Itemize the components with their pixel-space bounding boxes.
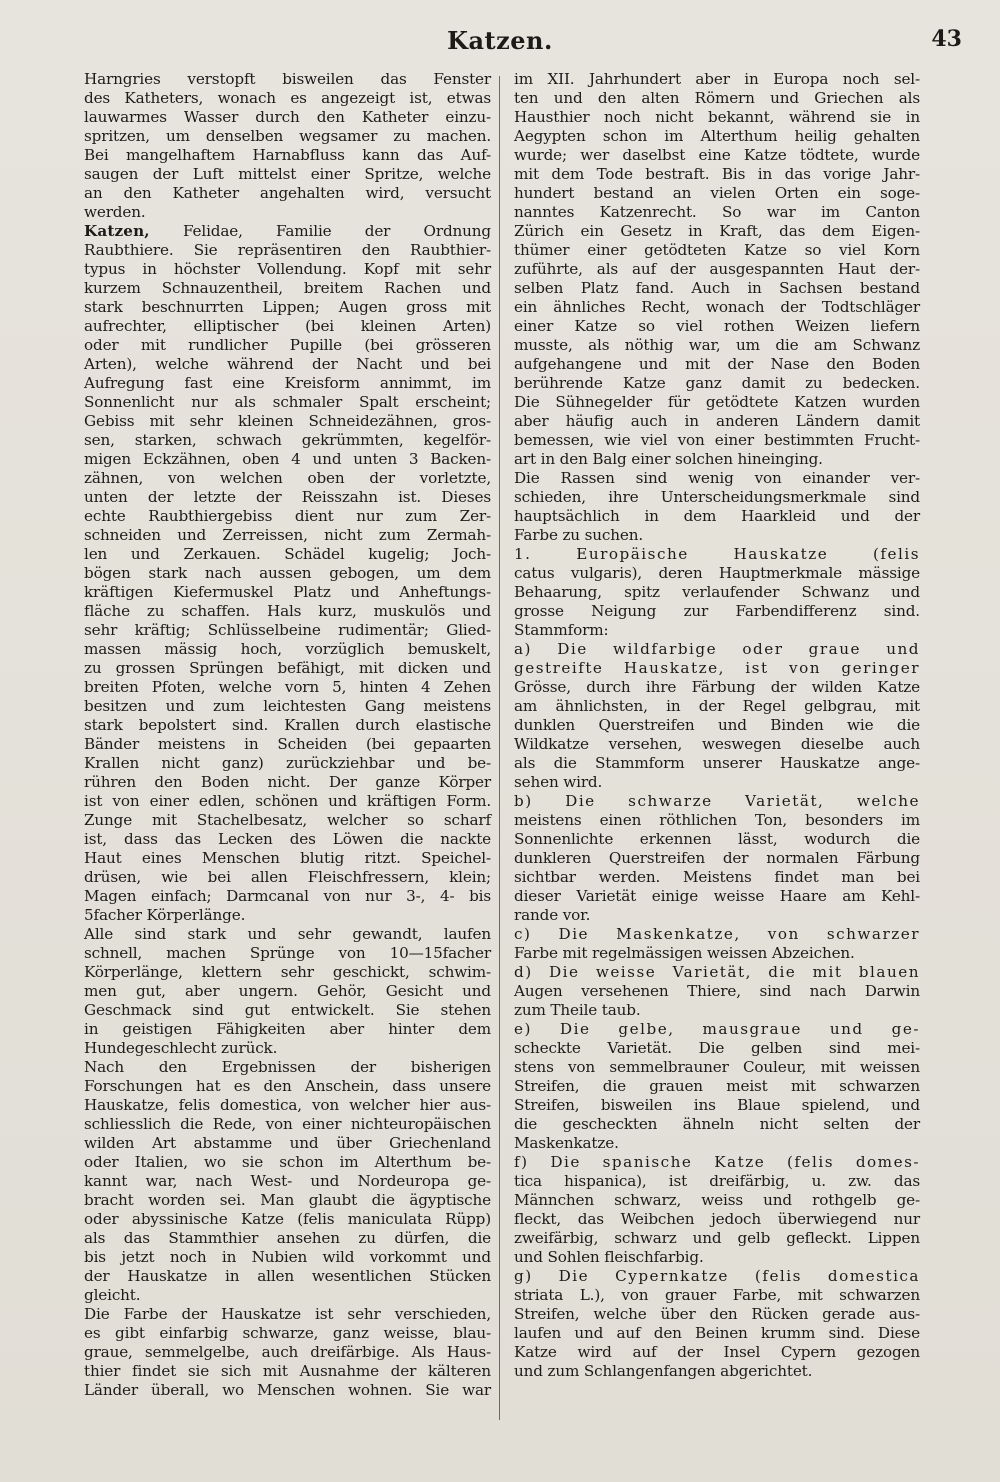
left-line-3: lauwarmes Wasser durch den Katheter einzu- (84, 108, 491, 126)
right-line-12: selben Platz fand. Auch in Sachsen bestand (514, 279, 920, 297)
left-line-63: bis jetzt noch in Nubien wild vorkommt und (84, 1248, 491, 1266)
left-line-6: saugen der Luft mittelst einer Spritze, welche (84, 165, 491, 183)
right-line-10: thümer einer getödteten Katze so viel Korn (514, 241, 920, 259)
text-columns (84, 70, 920, 1438)
right-line-16: aufgehangene und mit der Nase den Boden (514, 355, 920, 373)
right-line-1: im XII. Jahrhundert aber in Europa noch sel- (514, 70, 920, 88)
right-line-67: laufen und auf den Beinen krumm sind. Diese (514, 1324, 920, 1342)
right-line-54: Streifen, die grauen meist mit schwarzen (514, 1077, 920, 1095)
right-line-4: Aegypten schon im Alterthum heilig gehalten (514, 127, 920, 145)
left-line-16: Arten), welche während der Nacht und bei (84, 355, 491, 373)
left-line-55: Hauskatze, felis domestica, von welcher hier aus- (84, 1096, 491, 1114)
left-line-8: werden. (84, 203, 146, 221)
right-line-62: zweifärbig, schwarz und gelb gefleckt. Lippen (514, 1229, 920, 1247)
right-line-34: am ähnlichsten, in der Regel gelbgrau, mit (514, 697, 920, 715)
left-line-14: aufrechter, elliptischer (bei kleinen Arten) (84, 317, 491, 335)
right-line-40: meistens einen röthlichen Ton, besonders im (514, 811, 920, 829)
right-line-64: g) Die Cypernkatze (felis domestica (514, 1267, 920, 1285)
page-header (0, 14, 1000, 64)
right-line-38: sehen wird. (514, 773, 603, 791)
left-line-23: unten der letzte der Reisszahn ist. Dieses (84, 488, 491, 506)
right-line-57: Maskenkatze. (514, 1134, 619, 1152)
left-line-26: len und Zerkauen. Schädel kugelig; Joch- (84, 545, 491, 563)
right-line-17: berührende Katze ganz damit zu bedecken. (514, 374, 920, 392)
left-line-13: stark beschnurrten Lippen; Augen gross mit (84, 298, 491, 316)
left-line-47: schnell, machen Sprünge von 10—15facher (84, 944, 491, 962)
left-line-68: graue, semmelgelbe, auch dreifärbige. Als Haus- (84, 1343, 491, 1361)
right-line-48: d) Die weisse Varietät, die mit blauen (514, 963, 920, 981)
right-line-3: Hausthier noch nicht bekannt, während sie in (514, 108, 920, 126)
right-line-28: Behaarung, spitz verlaufender Schwanz und (514, 583, 920, 601)
left-line-5: Bei mangelhaftem Harnabfluss kann das Auf- (84, 146, 491, 164)
right-line-53: stens von semmelbrauner Couleur, mit weissen (514, 1058, 920, 1076)
right-line-60: Männchen schwarz, weiss und rothgelb ge- (514, 1191, 920, 1209)
right-line-25: Farbe zu suchen. (514, 526, 644, 544)
right-line-9: Zürich ein Gesetz in Kraft, das dem Eigen- (514, 222, 920, 240)
right-line-36: Wildkatze versehen, weswegen dieselbe auch (514, 735, 920, 753)
left-line-37: Krallen nicht ganz) zurückziehbar und be- (84, 754, 491, 772)
right-line-35: dunklen Querstreifen und Binden wie die (514, 716, 920, 734)
right-line-50: zum Theile taub. (514, 1001, 641, 1019)
right-line-39: b) Die schwarze Varietät, welche (514, 792, 920, 810)
left-line-19: Gebiss mit sehr kleinen Schneidezähnen, gros- (84, 412, 491, 430)
right-line-31: a) Die wildfarbige oder graue und (514, 640, 920, 658)
left-line-58: oder Italien, wo sie schon im Alterthum be- (84, 1153, 491, 1171)
left-line-12: kurzem Schnauzentheil, breitem Rachen und (84, 279, 491, 297)
left-line-15: oder mit rundlicher Pupille (bei grösseren (84, 336, 491, 354)
left-line-33: breiten Pfoten, welche vorn 5, hinten 4 Zehen (84, 678, 491, 696)
left-line-61: oder abyssinische Katze (felis maniculata Rüpp) (84, 1210, 491, 1228)
right-line-26: 1. Europäische Hauskatze (felis (514, 545, 920, 563)
column-divider (499, 76, 500, 1420)
left-line-28: kräftigen Kiefermuskel Platz und Anheftungs- (84, 583, 491, 601)
right-line-33: Grösse, durch ihre Färbung der wilden Katze (514, 678, 920, 696)
left-line-20: sen, starken, schwach gekrümmten, kegelför- (84, 431, 491, 449)
left-line-42: Haut eines Menschen blutig ritzt. Speichel- (84, 849, 491, 867)
right-line-56: die gescheckten ähneln nicht selten der (514, 1115, 920, 1133)
left-line-38: rühren den Boden nicht. Der ganze Körper (84, 773, 491, 791)
left-line-69: thier findet sie sich mit Ausnahme der kälteren (84, 1362, 491, 1380)
right-line-11: zuführte, als auf der ausgespannten Haut der- (514, 260, 920, 278)
left-line-41: ist, dass das Lecken des Löwen die nackte (84, 830, 491, 848)
left-line-34: besitzen und zum leichtesten Gang meistens (84, 697, 491, 715)
right-line-14: einer Katze so viel rothen Weizen liefern (514, 317, 920, 335)
left-line-60: bracht worden sei. Man glaubt die ägyptische (84, 1191, 491, 1209)
left-line-27: bögen stark nach aussen gebogen, um dem (84, 564, 491, 582)
right-line-69: und zum Schlangenfangen abgerichtet. (514, 1362, 813, 1380)
right-line-37: als die Stammform unserer Hauskatze ange- (514, 754, 920, 772)
left-line-32: zu grossen Sprüngen befähigt, mit dicken und (84, 659, 491, 677)
right-line-5: wurde; wer daselbst eine Katze tödtete, wurde (514, 146, 920, 164)
right-line-52: scheckte Varietät. Die gelben sind mei- (514, 1039, 920, 1057)
left-line-44: Magen einfach; Darmcanal von nur 3-, 4- bis (84, 887, 491, 905)
right-line-2: ten und den alten Römern und Griechen als (514, 89, 920, 107)
right-line-58: f) Die spanische Katze (felis domes- (514, 1153, 920, 1171)
left-line-45: 5facher Körperlänge. (84, 906, 246, 924)
left-line-48: Körperlänge, klettern sehr geschickt, schwim- (84, 963, 491, 981)
right-line-13: ein ähnliches Recht, wonach der Todtschläger (514, 298, 920, 316)
left-line-2: des Katheters, wonach es angezeigt ist, etwas (84, 89, 491, 107)
left-line-56: schliesslich die Rede, von einer nichteuropäischen (84, 1115, 491, 1133)
left-line-18: Sonnenlicht nur als schmaler Spalt erscheint; (84, 393, 491, 411)
left-column (84, 70, 491, 1438)
left-line-24: echte Raubthiergebiss dient nur zum Zer- (84, 507, 491, 525)
right-line-44: dieser Varietät einige weisse Haare am Kehl- (514, 887, 920, 905)
right-line-32: gestreifte Hauskatze, ist von geringer (514, 659, 920, 677)
right-line-24: hauptsächlich in dem Haarkleid und der (514, 507, 920, 525)
left-line-67: es gibt einfarbig schwarze, ganz weisse, blau- (84, 1324, 491, 1342)
right-line-46: c) Die Maskenkatze, von schwarzer (514, 925, 920, 943)
left-line-50: Geschmack sind gut entwickelt. Sie stehen (84, 1001, 491, 1019)
left-line-31: massen mässig hoch, vorzüglich bemuskelt, (84, 640, 491, 658)
left-line-64: der Hauskatze in allen wesentlichen Stücken (84, 1267, 491, 1285)
left-line-21: migen Eckzähnen, oben 4 und unten 3 Backen- (84, 450, 491, 468)
right-line-43: sichtbar werden. Meistens findet man bei (514, 868, 920, 886)
left-line-51: in geistigen Fähigkeiten aber hinter dem (84, 1020, 491, 1038)
page-title: Katzen. (447, 26, 553, 55)
left-line-59: kannt war, nach West- und Nordeuropa ge- (84, 1172, 491, 1190)
right-line-20: bemessen, wie viel von einer bestimmten Frucht- (514, 431, 920, 449)
left-line-7: an den Katheter angehalten wird, versucht (84, 184, 491, 202)
left-line-39: ist von einer edlen, schönen und kräftigen Form. (84, 792, 491, 810)
right-line-30: Stammform: (514, 621, 609, 639)
right-line-15: musste, als nöthig war, um die am Schwanz (514, 336, 920, 354)
right-line-51: e) Die gelbe, mausgraue und ge- (514, 1020, 920, 1038)
left-line-40: Zunge mit Stachelbesatz, welcher so scharf (84, 811, 491, 829)
left-line-54: Forschungen hat es den Anschein, dass unsere (84, 1077, 491, 1095)
left-line-62: als das Stammthier ansehen zu dürfen, die (84, 1229, 491, 1247)
left-line-35: stark bepolstert sind. Krallen durch elastische (84, 716, 491, 734)
left-line-9 (84, 222, 491, 241)
right-line-41: Sonnenlichte erkennen lässt, wodurch die (514, 830, 920, 848)
right-line-18: Die Sühnegelder für getödtete Katzen wurden (514, 393, 920, 411)
left-line-46: Alle sind stark und sehr gewandt, laufen (84, 925, 491, 943)
right-line-23: schieden, ihre Unterscheidungsmerkmale sind (514, 488, 920, 506)
right-line-68: Katze wird auf der Insel Cypern gezogen (514, 1343, 920, 1361)
left-line-25: schneiden und Zerreissen, nicht zum Zermah- (84, 526, 491, 544)
right-line-45: rande vor. (514, 906, 591, 924)
left-line-43: drüsen, wie bei allen Fleischfressern, klein; (84, 868, 491, 886)
right-line-21: art in den Balg einer solchen hineinging. (514, 450, 823, 468)
left-line-65: gleicht. (84, 1286, 141, 1304)
right-line-47: Farbe mit regelmässigen weissen Abzeichen. (514, 944, 855, 962)
right-line-27: catus vulgaris), deren Hauptmerkmale mässige (514, 564, 920, 582)
right-line-66: Streifen, welche über den Rücken gerade aus- (514, 1305, 920, 1323)
right-line-63: und Sohlen fleischfarbig. (514, 1248, 704, 1266)
left-line-1: Harngries verstopft bisweilen das Fenster (84, 70, 491, 88)
left-line-49: men gut, aber ungern. Gehör, Gesicht und (84, 982, 491, 1000)
right-line-29: grosse Neigung zur Farbendifferenz sind. (514, 602, 920, 620)
left-line-70: Länder überall, wo Menschen wohnen. Sie war (84, 1381, 491, 1399)
left-line-52: Hundegeschlecht zurück. (84, 1039, 278, 1057)
right-line-8: nanntes Katzenrecht. So war im Canton (514, 203, 920, 221)
left-line-53: Nach den Ergebnissen der bisherigen (84, 1058, 491, 1076)
left-line-36: Bänder meistens in Scheiden (bei gepaarten (84, 735, 491, 753)
left-line-29: fläche zu schaffen. Hals kurz, muskulös und (84, 602, 491, 620)
right-line-6: mit dem Tode bestraft. Bis in das vorige Jahr- (514, 165, 920, 183)
left-line-57: wilden Art abstamme und über Griechenland (84, 1134, 491, 1152)
right-line-22: Die Rassen sind wenig von einander ver- (514, 469, 920, 487)
left-line-17: Aufregung fast eine Kreisform annimmt, im (84, 374, 491, 392)
left-line-10: Raubthiere. Sie repräsentiren den Raubthier- (84, 241, 491, 259)
right-line-19: aber häufig auch in anderen Ländern damit (514, 412, 920, 430)
entry-heading-katzen: Katzen, (84, 222, 150, 240)
right-line-7: hundert bestand an vielen Orten ein soge- (514, 184, 920, 202)
left-line-66: Die Farbe der Hauskatze ist sehr verschieden, (84, 1305, 491, 1323)
right-line-59: tica hispanica), ist dreifärbig, u. zw. das (514, 1172, 920, 1190)
right-line-65: striata L.), von grauer Farbe, mit schwarzen (514, 1286, 920, 1304)
right-column (514, 70, 920, 1438)
right-line-55: Streifen, bisweilen ins Blaue spielend, und (514, 1096, 920, 1114)
entry-heading-rest: Felidae, Familie der Ordnung (149, 222, 491, 240)
left-line-22: zähnen, von welchen oben der vorletzte, (84, 469, 491, 487)
right-line-42: dunkleren Querstreifen der normalen Färbung (514, 849, 920, 867)
left-line-11: typus in höchster Vollendung. Kopf mit sehr (84, 260, 491, 278)
right-line-61: fleckt, das Weibchen jedoch überwiegend nur (514, 1210, 920, 1228)
left-line-30: sehr kräftig; Schlüsselbeine rudimentär; Glied- (84, 621, 491, 639)
page-number: 43 (931, 26, 962, 52)
left-line-4: spritzen, um denselben wegsamer zu machen. (84, 127, 491, 145)
right-line-49: Augen versehenen Thiere, sind nach Darwin (514, 982, 920, 1000)
